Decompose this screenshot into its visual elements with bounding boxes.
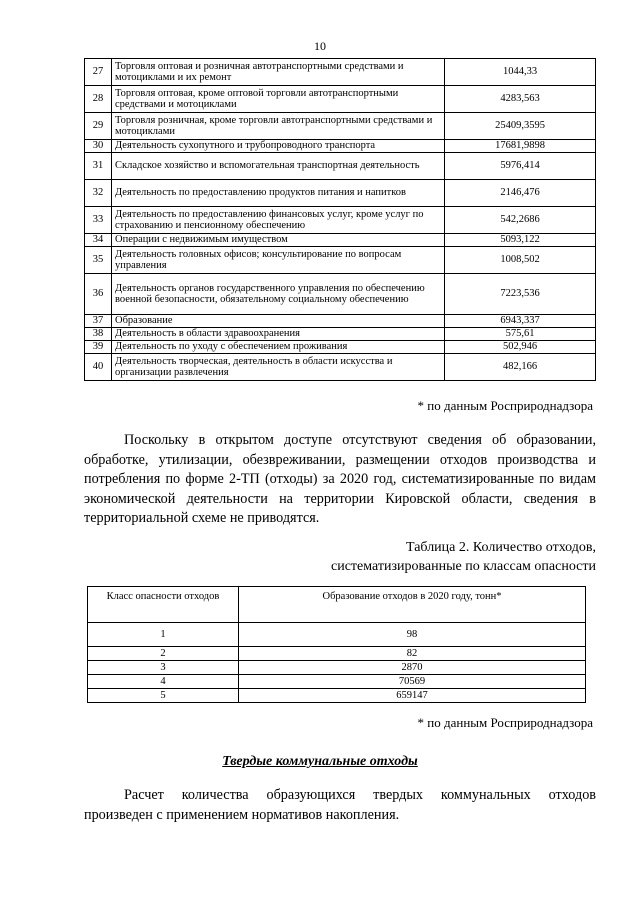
hazard-class: 3	[88, 661, 239, 675]
waste-amount: 82	[239, 647, 586, 661]
table-row	[88, 623, 586, 647]
row-number: 30	[85, 140, 112, 153]
row-number: 37	[85, 315, 112, 328]
row-number: 31	[85, 153, 112, 180]
table-row	[88, 689, 586, 703]
activity-name: Деятельность головных офисов; консультирование по вопросам управления	[112, 247, 445, 274]
row-number: 33	[85, 207, 112, 234]
table-row	[85, 354, 596, 381]
table-row	[85, 247, 596, 274]
table-row	[85, 113, 596, 140]
row-number: 39	[85, 341, 112, 354]
waste-amount: 575,61	[445, 328, 596, 341]
row-number: 29	[85, 113, 112, 140]
table-row	[85, 86, 596, 113]
table-row	[85, 341, 596, 354]
activity-name: Деятельность по предоставлению продуктов питания и напитков	[112, 180, 445, 207]
activity-name: Деятельность в области здравоохранения	[112, 328, 445, 341]
waste-by-activity-table	[84, 58, 596, 381]
waste-amount: 4283,563	[445, 86, 596, 113]
activity-name: Деятельность творческая, деятельность в области искусства и организации развлечения	[112, 354, 445, 381]
waste-amount: 5093,122	[445, 234, 596, 247]
waste-amount: 2870	[239, 661, 586, 675]
activity-name: Торговля оптовая, кроме оптовой торговли автотранспортными средствами и мотоциклами	[112, 86, 445, 113]
table-header-row	[88, 587, 586, 623]
paragraph-text: Поскольку в открытом доступе отсутствуют сведения об образовании, обработке, утилизации, обезвреживании, размещении отходов производства и потребления по форме 2-ТП (отходы) за 2020 год, систематизированные по видам экономической деятельности на территории Кировской области, сведения в территориальной схеме не приводятся.	[84, 432, 596, 526]
activity-name: Операции с недвижимым имуществом	[112, 234, 445, 247]
table-row	[88, 675, 586, 689]
activity-name: Образование	[112, 315, 445, 328]
waste-amount: 1008,502	[445, 247, 596, 274]
section-heading: Твердые коммунальные отходы	[222, 754, 418, 769]
hazard-class-table	[87, 586, 586, 703]
row-number: 32	[85, 180, 112, 207]
waste-amount: 482,166	[445, 354, 596, 381]
table-row	[88, 647, 586, 661]
paragraph-calculation	[84, 786, 596, 825]
waste-amount: 659147	[239, 689, 586, 703]
activity-name: Торговля розничная, кроме торговли автотранспортными средствами и мотоциклами	[112, 113, 445, 140]
table1-footnote: * по данным Росприроднадзора	[417, 398, 593, 413]
waste-amount: 17681,9898	[445, 140, 596, 153]
activity-name: Деятельность по предоставлению финансовых услуг, кроме услуг по страхованию и пенсионному обеспечению	[112, 207, 445, 234]
table-row	[85, 140, 596, 153]
activity-name: Деятельность органов государственного управления по обеспечению военной безопасности, обязательному социальному обеспечению	[112, 274, 445, 315]
table-row	[85, 207, 596, 234]
table-row	[85, 59, 596, 86]
table-row	[85, 328, 596, 341]
hazard-class: 2	[88, 647, 239, 661]
table-row	[85, 234, 596, 247]
table-row	[85, 315, 596, 328]
activity-name: Деятельность по уходу с обеспечением проживания	[112, 341, 445, 354]
waste-amount: 7223,536	[445, 274, 596, 315]
row-number: 38	[85, 328, 112, 341]
waste-amount: 2146,476	[445, 180, 596, 207]
waste-amount: 1044,33	[445, 59, 596, 86]
row-number: 34	[85, 234, 112, 247]
waste-amount: 6943,337	[445, 315, 596, 328]
row-number: 40	[85, 354, 112, 381]
waste-amount: 25409,3595	[445, 113, 596, 140]
activity-name: Деятельность сухопутного и трубопроводного транспорта	[112, 140, 445, 153]
waste-amount: 542,2686	[445, 207, 596, 234]
row-number: 27	[85, 59, 112, 86]
paragraph-text: Расчет количества образующихся твердых коммунальных отходов произведен с применением нормативов накопления.	[84, 787, 596, 823]
table2-caption: Таблица 2. Количество отходов, систематизированные по классам опасности	[331, 540, 596, 574]
waste-amount: 98	[239, 623, 586, 647]
page-number: 10	[314, 39, 326, 53]
hazard-class: 5	[88, 689, 239, 703]
activity-name: Складское хозяйство и вспомогательная транспортная деятельность	[112, 153, 445, 180]
table-row	[85, 274, 596, 315]
table-row	[85, 153, 596, 180]
hazard-class: 1	[88, 623, 239, 647]
row-number: 36	[85, 274, 112, 315]
row-number: 35	[85, 247, 112, 274]
table2-footnote: * по данным Росприроднадзора	[417, 715, 593, 730]
hazard-class: 4	[88, 675, 239, 689]
table-row	[85, 180, 596, 207]
waste-amount: 70569	[239, 675, 586, 689]
table-row	[88, 661, 586, 675]
paragraph-availability	[84, 431, 596, 529]
waste-amount: 502,946	[445, 341, 596, 354]
row-number: 28	[85, 86, 112, 113]
header-waste-generation: Образование отходов в 2020 году, тонн*	[239, 587, 586, 623]
header-hazard-class: Класс опасности отходов	[88, 587, 239, 623]
waste-amount: 5976,414	[445, 153, 596, 180]
activity-name: Торговля оптовая и розничная автотранспортными средствами и мотоциклами и их ремонт	[112, 59, 445, 86]
